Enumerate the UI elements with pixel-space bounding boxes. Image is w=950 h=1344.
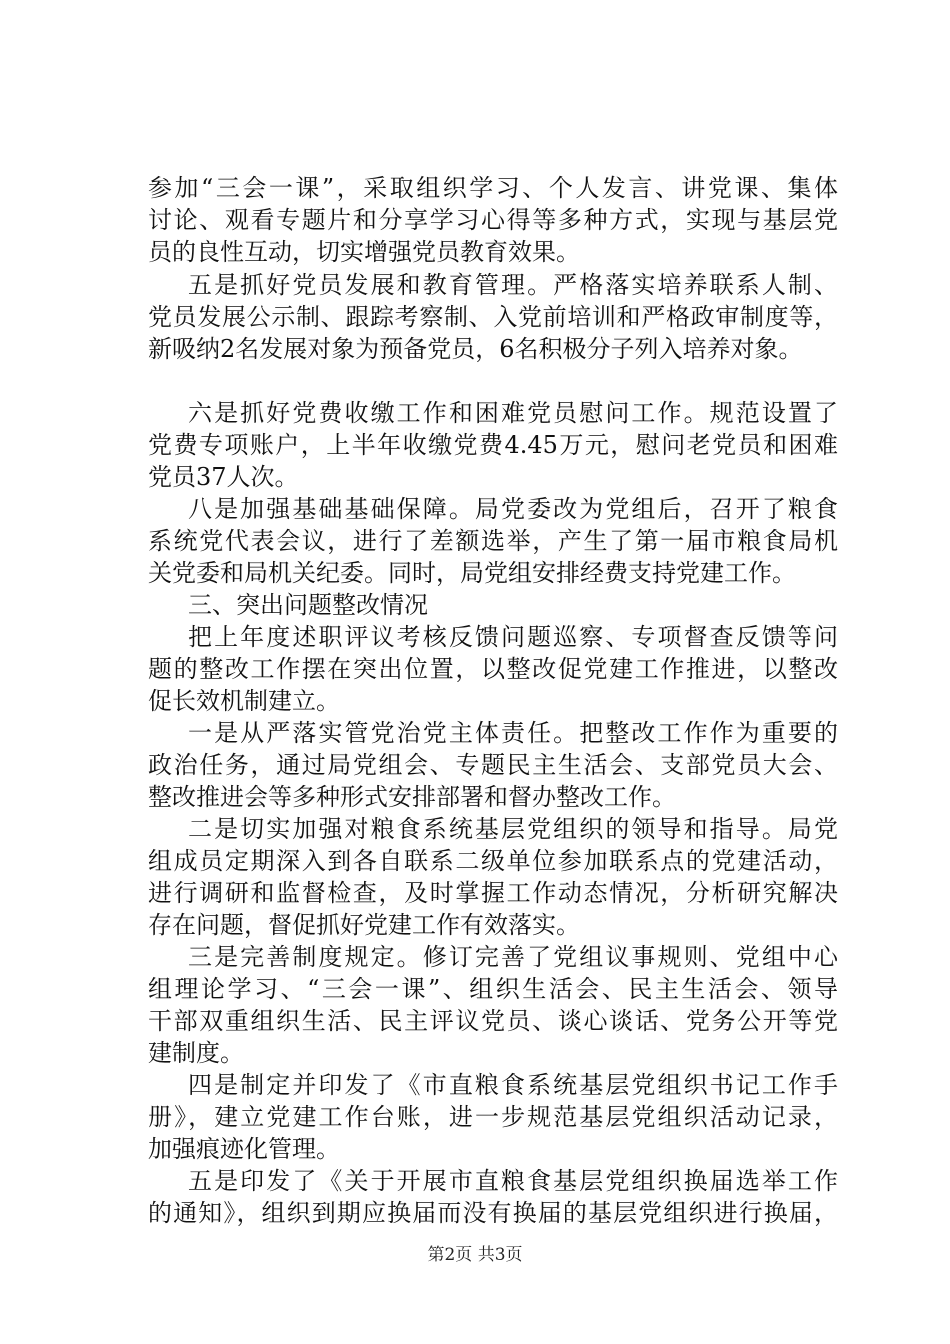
text-line: 存在问题，督促抓好党建工作有效落实。 [148, 911, 580, 939]
page-footer: 第2页 共3页 [427, 1245, 523, 1265]
text-line: 新吸纳2名发展对象为预备党员，6名积极分子列入培养对象。 [148, 335, 803, 363]
text-line: 党费专项账户，上半年收缴党费4.45万元，慰问老党员和困难 [148, 431, 838, 459]
text-line: 进行调研和监督检查，及时掌握工作动态情况，分析研究解决 [148, 879, 838, 907]
text-line: 册》，建立党建工作台账，进一步规范基层党组织活动记录， [148, 1103, 838, 1131]
text-line: 组理论学习、“三会一课”、组织生活会、民主生活会、领导 [148, 975, 838, 1003]
paragraph-first-line: 三是完善制度规定。修订完善了党组议事规则、党组中心 [188, 943, 838, 971]
text-line: 整改推进会等多种形式安排部署和督办整改工作。 [148, 783, 676, 811]
text-line: 政治任务，通过局党组会、专题民主生活会、支部党员大会、 [148, 751, 838, 779]
text-line: 讨论、观看专题片和分享学习心得等多种方式，实现与基层党 [148, 206, 838, 234]
paragraph-first-line: 六是抓好党费收缴工作和困难党员慰问工作。规范设置了 [188, 399, 838, 427]
text-line: 关党委和局机关纪委。同时，局党组安排经费支持党建工作。 [148, 559, 796, 587]
text-line: 系统党代表会议，进行了差额选举，产生了第一届市粮食局机 [148, 527, 838, 555]
text-line: 员的良性互动，切实增强党员教育效果。 [148, 238, 580, 266]
paragraph-first-line: 四是制定并印发了《市直粮食系统基层党组织书记工作手 [188, 1071, 838, 1099]
text-line: 建制度。 [148, 1039, 244, 1067]
text-line: 的通知》，组织到期应换届而没有换届的基层党组织进行换届， [148, 1199, 838, 1227]
paragraph-first-line: 八是加强基础基础保障。局党委改为党组后，召开了粮食 [188, 495, 838, 523]
text-line: 题的整改工作摆在突出位置，以整改促党建工作推进，以整改 [148, 655, 838, 683]
paragraph-first-line: 一是从严落实管党治党主体责任。把整改工作作为重要的 [188, 719, 838, 747]
text-line: 干部双重组织生活、民主评议党员、谈心谈话、党务公开等党 [148, 1007, 838, 1035]
paragraph-first-line: 把上年度述职评议考核反馈问题巡察、专项督查反馈等问 [188, 623, 838, 651]
text-line: 党员37人次。 [148, 463, 299, 491]
text-line: 加强痕迹化管理。 [148, 1135, 340, 1163]
text-line: 组成员定期深入到各自联系二级单位参加联系点的党建活动， [148, 847, 838, 875]
paragraph-first-line: 五是抓好党员发展和教育管理。严格落实培养联系人制、 [188, 271, 838, 299]
text-line: 参加“三会一课”，采取组织学习、个人发言、讲党课、集体 [148, 174, 838, 202]
paragraph-first-line: 五是印发了《关于开展市直粮食基层党组织换届选举工作 [188, 1167, 838, 1195]
section-heading: 三、突出问题整改情况 [188, 591, 428, 619]
text-line: 党员发展公示制、跟踪考察制、入党前培训和严格政审制度等， [148, 303, 838, 331]
paragraph-first-line: 二是切实加强对粮食系统基层党组织的领导和指导。局党 [188, 815, 838, 843]
text-line: 促长效机制建立。 [148, 687, 340, 715]
